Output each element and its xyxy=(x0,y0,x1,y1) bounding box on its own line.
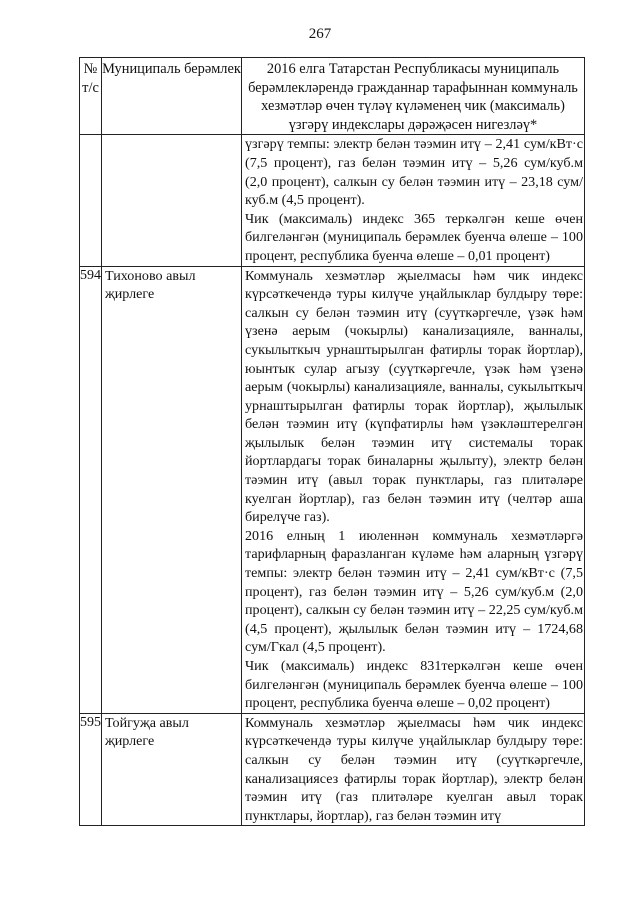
table-row xyxy=(80,713,585,826)
page-number: 267 xyxy=(308,26,332,42)
row-paragraph: Коммуналь хезмәтләр җыелмасы һәм чик индекс күрсәткечендә туры килүче уңайлыклар булдыру төре: салкын су белән тәэмин итү (суүткәргечле, канализациясез фатирлы торак йортлар), электр белән тәэмин итү (газ плитәләре куелган авыл торак пунктлары, йортлар), газ белән тәэмин итү xyxy=(245,714,583,824)
header-municipality: Муниципаль берәмлек xyxy=(102,58,242,135)
row-number xyxy=(80,135,102,266)
table-row xyxy=(80,135,585,266)
row-number: 594 xyxy=(80,266,102,713)
row-paragraph: үзгәрү темпы: электр белән тәэмин итү – 2,41 сум/кВт·с (7,5 процент), газ белән тәэмин итү – 5,26 сум/куб.м (2,0 процент), салкын су белән тәэмин итү – 23,18 сум/куб.м (4,5 процент). xyxy=(245,136,583,209)
row-municipality: Тихоново авыл җирлеге xyxy=(102,266,242,713)
row-description xyxy=(242,713,585,826)
tariff-index-table xyxy=(79,57,585,826)
row-paragraph: Коммуналь хезмәтләр җыелмасы һәм чик индекс күрсәткечендә туры килүче уңайлыклар булдыру төре: салкын су белән тәэмин итү (суүткәргечле, үзәк һәм үзенә аерым (чокырлы) канализацияле, ванналы, сукылыткыч урнаштырылган фатирлы торак йортлар), юынтык сулар агызу (суүткәргечле, үзәк һәм үзенә аерым (чокырлы) канализацияле, ванналы, сукылыткыч урнаштырылган фатирлы торак йортлар), җылылык белән тәэмин итү (күпфатирлы һәм үзәкләштерелгән җылылык белән тәэмин итү системалы торак йортлардагы торак биналарны җылыту), электр белән тәэмин итү (авыл торак пунктлары, газ плитәләре куелган йортлар), газ белән тәэмин итү (челтәр аша бирелүче газ). xyxy=(245,267,583,526)
row-paragraph: Чик (максималь) индекс 365 теркәлгән кеше өчен билгеләнгән (муниципаль берәмлек буенча өлеше – 100 процент, республика буенча өлеше – 0,01 процент) xyxy=(245,210,583,264)
table-header-row xyxy=(80,58,585,135)
table-row xyxy=(80,266,585,713)
header-description: 2016 елга Татарстан Республикасы муниципаль берәмлекләрендә гражданнар тарафыннан коммуналь хезмәтләр өчен түләү күләменең чик (максималь) үзгәрү индекслары дәрәҗәсен нигезләү* xyxy=(242,58,585,135)
row-municipality xyxy=(102,135,242,266)
row-description xyxy=(242,266,585,713)
row-paragraph: 2016 елның 1 июленнән коммуналь хезмәтләргә тарифларның фаразланган күләме һәм аларның үзгәрү темпы: электр белән тәэмин итү – 2,41 сум/кВт·с (7,5 процент), газ белән тәэмин итү – 5,26 сум/куб.м (2,0 процент), салкын су белән тәэмин итү – 22,25 сум/куб.м (4,5 процент), җылылык белән тәэмин итү – 1724,68 сум/Гкал (4,5 процент). xyxy=(245,527,583,656)
row-municipality: Тойгуҗа авыл җирлеге xyxy=(102,713,242,826)
row-number: 595 xyxy=(80,713,102,826)
row-paragraph: Чик (максималь) индекс 831теркәлгән кеше өчен билгеләнгән (муниципаль берәмлек буенча өлеше – 100 процент, республика буенча өлеше – 0,02 процент) xyxy=(245,658,583,712)
row-description xyxy=(242,135,585,266)
header-number: № т/с xyxy=(80,58,102,135)
